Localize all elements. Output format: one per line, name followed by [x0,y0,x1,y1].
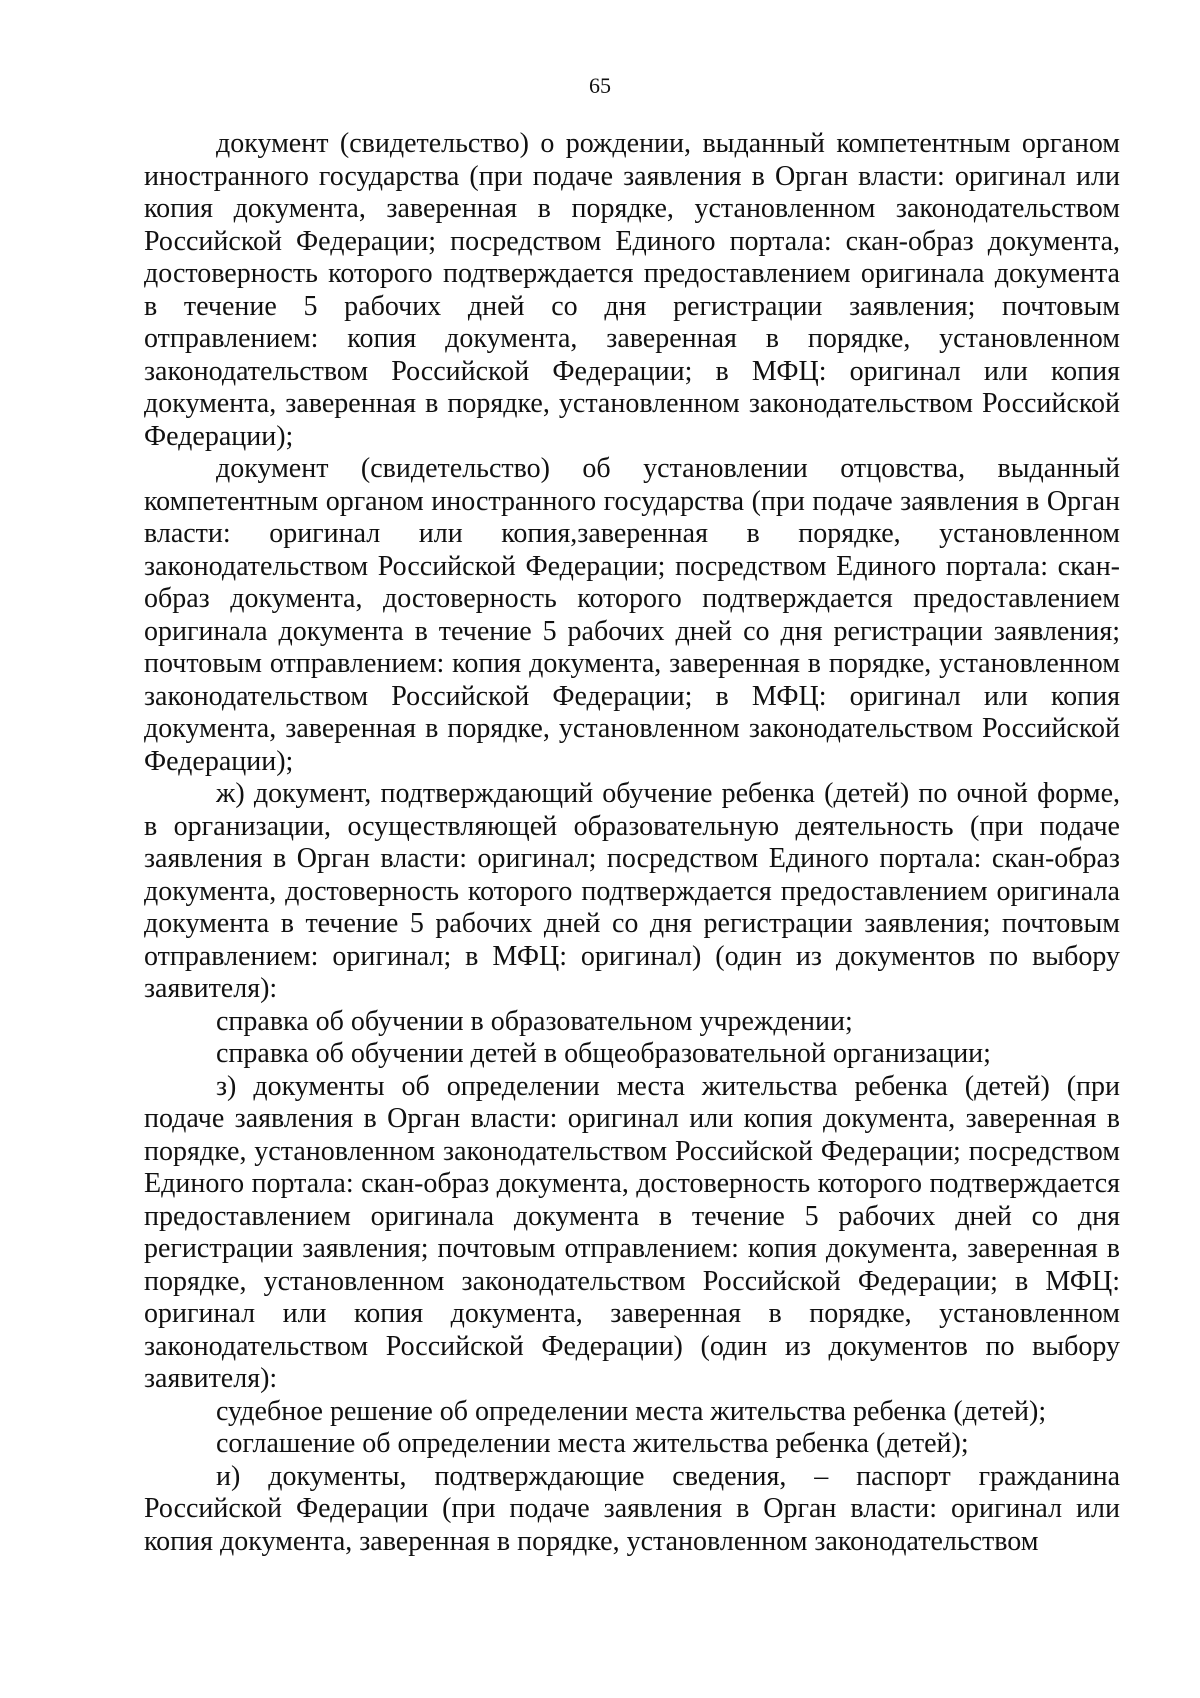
paragraph-residence-agreement: соглашение об определении места жительства ребенка (детей); [216,1428,969,1459]
document-body [144,128,1120,1558]
paragraph-education-certificate: справка об обучении в образовательном учреждении; [216,1005,853,1037]
paragraph-school-certificate: справка об обучении детей в общеобразовательной организации; [216,1038,991,1069]
paragraph-passport: и) документы, подтверждающие сведения, – паспорт гражданина Российской Федерации (при подаче заявления в Орган власти: оригинал или копия документа, заверенная в порядке, установленном законодательством [144,1460,1120,1557]
paragraph-education-document: ж) документ, подтверждающий обучение ребенка (детей) по очной форме, в организации, осуществляющей образовательную деятельность (при подаче заявления в Орган власти: оригинал; посредством Единого портала: скан-образ документа, достоверность которого подтверждается предоставлением оригинала документа в течение 5 рабочих дней со дня регистрации заявления; почтовым отправлением: оригинал; в МФЦ: оригинал) (один из документов по выбору заявителя): [144,778,1120,1004]
paragraph-court-decision: судебное решение об определении места жительства ребенка (детей); [216,1395,1047,1427]
paragraph-birth-certificate: документ (свидетельство) о рождении, выданный компетентным органом иностранного государства (при подаче заявления в Орган власти: оригинал или копия документа, заверенная в порядке, установленном законодательством Российской Федерации; посредством Единого портала: скан-образ документа, достоверность которого подтверждается предоставлением оригинала документа в течение 5 рабочих дней со дня регистрации заявления; почтовым отправлением: копия документа, заверенная в порядке, установленном законодательством Российской Федерации; в МФЦ: оригинал или копия документа, заверенная в порядке, установленном законодательством Российской Федерации); [144,128,1120,452]
paragraph-paternity-certificate: документ (свидетельство) об установлении отцовства, выданный компетентным органом иностранного государства (при подаче заявления в Орган власти: оригинал или копия,заверенная в порядке, установленном законодательством Российской Федерации; посредством Единого портала: скан-образ документа, достоверность которого подтверждается предоставлением оригинала документа в течение 5 рабочих дней со дня регистрации заявления; почтовым отправлением: копия документа, заверенная в порядке, установленном законодательством Российской Федерации; в МФЦ: оригинал или копия документа, заверенная в порядке, установленном законодательством Российской Федерации); [144,453,1120,777]
page-number: 65 [589,73,611,98]
paragraph-residence-documents: з) документы об определении места жительства ребенка (детей) (при подаче заявления в Орган власти: оригинал или копия документа, заверенная в порядке, установленном законодательством Российской Федерации; посредством Единого портала: скан-образ документа, достоверность которого подтверждается предоставлением оригинала документа в течение 5 рабочих дней со дня регистрации заявления; почтовым отправлением: копия документа, заверенная в порядке, установленном законодательством Российской Федерации; в МФЦ: оригинал или копия документа, заверенная в порядке, установленном законодательством Российской Федерации) (один из документов по выбору заявителя): [144,1070,1120,1394]
